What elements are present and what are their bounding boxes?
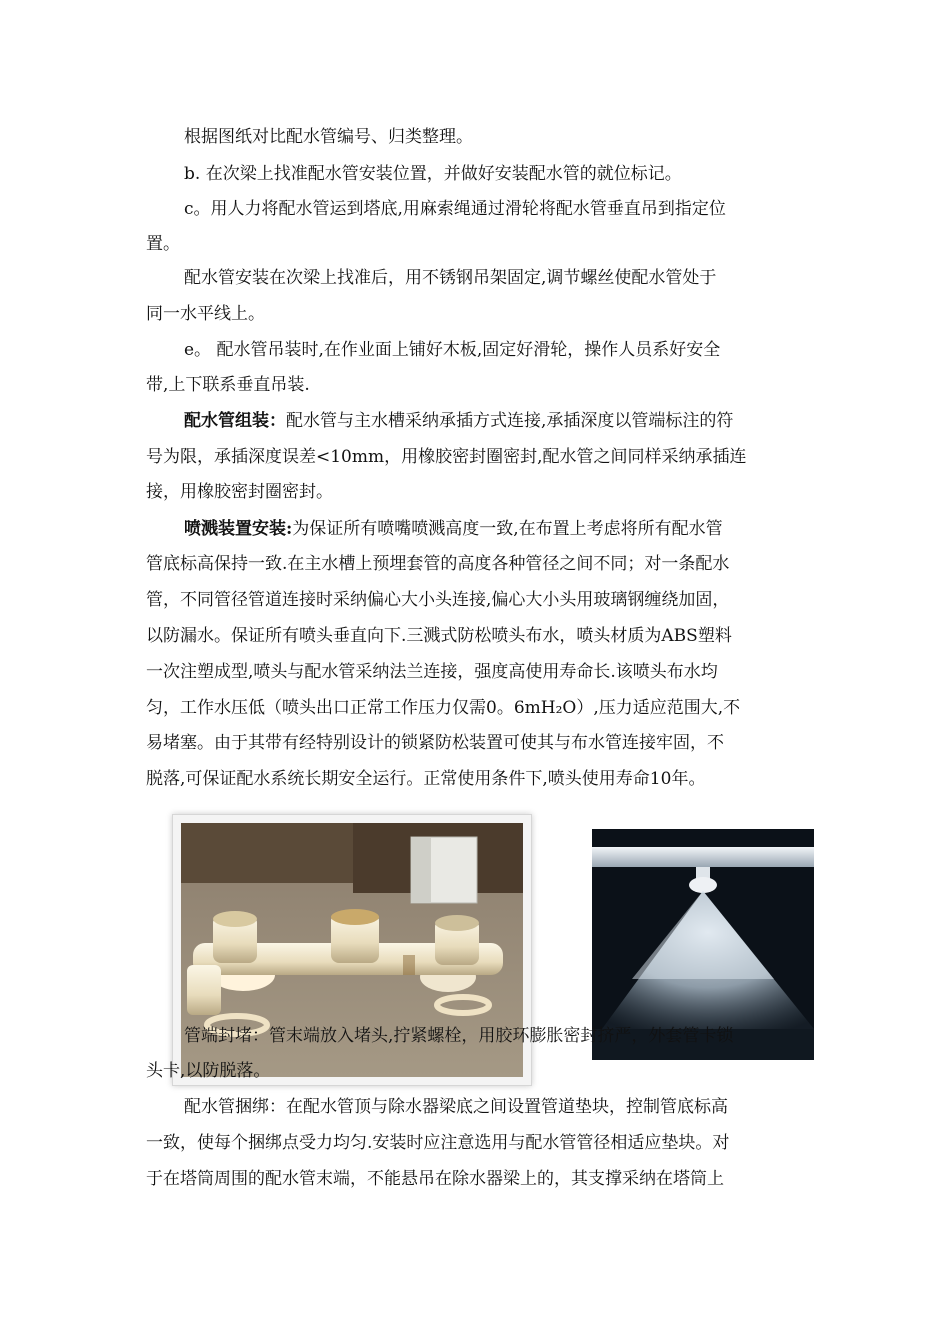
assembly-text: 配水管与主水槽采纳承插方式连接,承插深度以管端标注的符 bbox=[286, 411, 734, 431]
para-spray-line3: 管，不同管径管道连接时采纳偏心大小头连接,偏心大小头用玻璃钢缠绕加固， bbox=[146, 590, 730, 610]
para-sorting: 根据图纸对比配水管编号、归类整理。 bbox=[184, 127, 473, 147]
para-binding-line2: 一致，使每个捆绑点受力均匀.安装时应注意选用与配水管管径相适应垫块。对 bbox=[146, 1133, 730, 1153]
spray-heading: 喷溅装置安装: bbox=[184, 519, 293, 539]
para-d-line1: 配水管安装在次梁上找准后，用不锈钢吊架固定,调节螺丝使配水管处于 bbox=[184, 268, 717, 288]
para-pipe-end-line2: 头卡,以防脱落。 bbox=[146, 1061, 271, 1081]
para-spray-line5: 一次注塑成型,喷头与配水管采纳法兰连接，强度高使用寿命长.该喷头布水均 bbox=[146, 662, 718, 682]
assembly-heading: 配水管组装： bbox=[184, 411, 286, 431]
para-e-line1: e。 配水管吊装时,在作业面上铺好木板,固定好滑轮，操作人员系好安全 bbox=[184, 340, 721, 360]
para-d-line2: 同一水平线上。 bbox=[146, 304, 265, 324]
para-pipe-end-line1: 管端封堵：管末端放入堵头,拧紧螺栓，用胶环膨胀密封挤严，外套管卡锁 bbox=[184, 1026, 734, 1046]
para-spray-line2: 管底标高保持一致.在主水槽上预埋套管的高度各种管径之间不同；对一条配水 bbox=[146, 554, 730, 574]
para-c-line1: c。用人力将配水管运到塔底,用麻索绳通过滑轮将配水管垂直吊到指定位 bbox=[184, 199, 726, 219]
para-spray-line4: 以防漏水。保证所有喷头垂直向下.三溅式防松喷头布水，喷头材质为ABS塑料 bbox=[146, 626, 732, 646]
para-binding-line3: 于在塔筒周围的配水管末端，不能悬吊在除水器梁上的，其支撑采纳在塔筒上 bbox=[146, 1169, 724, 1189]
para-spray-line6: 匀，工作水压低（喷头出口正常工作压力仅需0。6mH₂O）,压力适应范围大,不 bbox=[146, 698, 741, 718]
para-assembly-line1 bbox=[184, 409, 733, 433]
para-b-marking: b. 在次梁上找准配水管安装位置，并做好安装配水管的就位标记。 bbox=[184, 164, 682, 184]
para-binding-line1: 配水管捆绑：在配水管顶与除水器梁底之间设置管道垫块，控制管底标高 bbox=[184, 1097, 728, 1117]
para-assembly-line3: 接，用橡胶密封圈密封。 bbox=[146, 482, 333, 502]
para-spray-line8: 脱落,可保证配水系统长期安全运行。正常使用条件下,喷头使用寿命10年。 bbox=[146, 769, 706, 789]
para-spray-line7: 易堵塞。由于其带有经特别设计的锁紧防松装置可使其与布水管连接牢固，不 bbox=[146, 733, 724, 753]
para-e-line2: 带,上下联系垂直吊装. bbox=[146, 375, 310, 395]
para-assembly-line2: 号为限，承插深度误差<10mm，用橡胶密封圈密封,配水管之间同样采纳承插连 bbox=[146, 447, 747, 467]
para-c-line2: 置。 bbox=[146, 234, 180, 254]
para-spray-line1 bbox=[184, 517, 723, 541]
spray-text: 为保证所有喷嘴喷溅高度一致,在布置上考虑将所有配水管 bbox=[292, 519, 723, 539]
